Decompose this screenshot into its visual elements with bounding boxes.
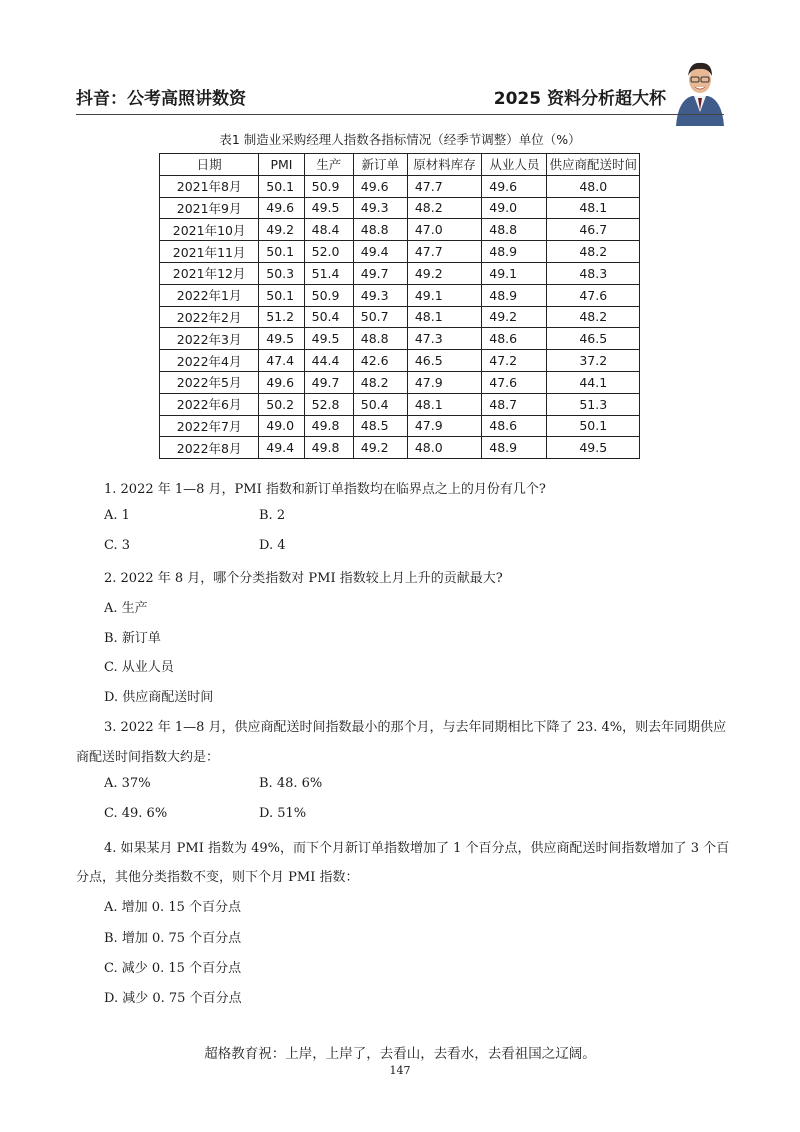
q2-option-a: A. 生产 [104,601,148,616]
value-cell: 49.6 [259,197,304,219]
value-cell: 47.7 [407,241,481,263]
value-cell: 49.0 [259,415,304,437]
footer-slogan: 超格教育祝：上岸，上岸了，去看山，去看水，去看祖国之辽阔。 [204,1046,596,1062]
value-cell: 49.8 [304,415,353,437]
question-2-text: 2. 2022 年 8 月，哪个分类指数对 PMI 指数较上月上升的贡献最大? [104,571,503,586]
q4-option-b: B. 增加 0. 75 个百分点 [104,931,242,946]
value-cell: 49.5 [304,197,353,219]
q3-option-b: B. 48. 6% [259,776,323,791]
value-cell: 47.6 [482,371,547,393]
value-cell: 49.6 [353,175,407,197]
value-cell: 48.2 [407,197,481,219]
question-3-text-line2: 商配送时间指数大约是： [76,750,220,765]
col-header: 供应商配送时间 [547,154,640,176]
date-cell: 2022年7月 [160,415,259,437]
value-cell: 47.9 [407,371,481,393]
page-number: 147 [389,1064,411,1077]
table-row [160,219,640,241]
value-cell: 47.6 [547,284,640,306]
q3-option-a: A. 37% [104,776,151,791]
value-cell: 48.8 [482,219,547,241]
table-row [160,197,640,219]
table-row [160,262,640,284]
table-row [160,284,640,306]
table-row [160,328,640,350]
table-row [160,350,640,372]
table-row [160,371,640,393]
q4-option-d: D. 减少 0. 75 个百分点 [104,991,242,1006]
value-cell: 49.6 [259,371,304,393]
value-cell: 49.3 [353,284,407,306]
value-cell: 50.1 [259,284,304,306]
page-header [76,80,728,114]
col-header: 新订单 [353,154,407,176]
value-cell: 50.1 [259,175,304,197]
value-cell: 47.0 [407,219,481,241]
value-cell: 47.7 [407,175,481,197]
date-cell: 2021年11月 [160,241,259,263]
q1-option-c: C. 3 [104,538,131,553]
value-cell: 44.1 [547,371,640,393]
table-row [160,437,640,459]
value-cell: 48.4 [304,219,353,241]
value-cell: 48.1 [407,393,481,415]
value-cell: 51.2 [259,306,304,328]
col-header: 原材料库存 [407,154,481,176]
date-cell: 2022年2月 [160,306,259,328]
value-cell: 49.8 [304,437,353,459]
table-row [160,306,640,328]
value-cell: 49.1 [482,262,547,284]
pmi-table [159,153,640,459]
table-row [160,415,640,437]
value-cell: 48.6 [482,415,547,437]
q3-option-d: D. 51% [259,806,307,821]
value-cell: 48.1 [407,306,481,328]
value-cell: 49.5 [304,328,353,350]
value-cell: 50.3 [259,262,304,284]
header-divider [76,114,724,115]
table-title: 表1 制造业采购经理人指数各指标情况（经季节调整）单位（%） [219,132,581,147]
value-cell: 47.9 [407,415,481,437]
q2-option-c: C. 从业人员 [104,660,174,675]
table-row [160,175,640,197]
value-cell: 48.7 [482,393,547,415]
date-cell: 2022年6月 [160,393,259,415]
value-cell: 48.2 [547,306,640,328]
table-header-row [160,154,640,176]
value-cell: 50.4 [353,393,407,415]
question-4-text-line2: 分点，其他分类指数不变，则下个月 PMI 指数： [76,870,359,885]
date-cell: 2021年10月 [160,219,259,241]
value-cell: 48.5 [353,415,407,437]
value-cell: 49.0 [482,197,547,219]
value-cell: 47.4 [259,350,304,372]
value-cell: 49.4 [259,437,304,459]
value-cell: 49.4 [353,241,407,263]
table-row [160,241,640,263]
value-cell: 44.4 [304,350,353,372]
value-cell: 48.9 [482,241,547,263]
value-cell: 47.3 [407,328,481,350]
value-cell: 49.7 [353,262,407,284]
value-cell: 50.9 [304,284,353,306]
value-cell: 49.5 [547,437,640,459]
col-header: 从业人员 [482,154,547,176]
value-cell: 46.5 [407,350,481,372]
value-cell: 50.2 [259,393,304,415]
value-cell: 49.5 [259,328,304,350]
date-cell: 2021年8月 [160,175,259,197]
value-cell: 50.1 [259,241,304,263]
col-header: 日期 [160,154,259,176]
value-cell: 49.2 [353,437,407,459]
question-1-text: 1. 2022 年 1—8 月，PMI 指数和新订单指数均在临界点之上的月份有几个? [104,482,546,497]
value-cell: 50.7 [353,306,407,328]
q4-option-c: C. 减少 0. 15 个百分点 [104,961,242,976]
value-cell: 42.6 [353,350,407,372]
value-cell: 48.8 [353,219,407,241]
value-cell: 48.0 [547,175,640,197]
value-cell: 48.1 [547,197,640,219]
value-cell: 50.9 [304,175,353,197]
q2-option-b: B. 新订单 [104,631,161,646]
value-cell: 49.2 [259,219,304,241]
value-cell: 52.8 [304,393,353,415]
header-left-text: 抖音：公考高照讲数资 [76,89,246,109]
value-cell: 52.0 [304,241,353,263]
value-cell: 49.7 [304,371,353,393]
date-cell: 2021年9月 [160,197,259,219]
value-cell: 46.5 [547,328,640,350]
value-cell: 49.2 [482,306,547,328]
q1-option-a: A. 1 [104,508,130,523]
value-cell: 37.2 [547,350,640,372]
date-cell: 2022年1月 [160,284,259,306]
q1-option-b: B. 2 [259,508,286,523]
value-cell: 49.2 [407,262,481,284]
header-right-text: 2025 资料分析超大杯 [493,89,666,109]
value-cell: 50.4 [304,306,353,328]
value-cell: 48.6 [482,328,547,350]
table-row [160,393,640,415]
q3-option-c: C. 49. 6% [104,806,168,821]
date-cell: 2022年3月 [160,328,259,350]
value-cell: 47.2 [482,350,547,372]
value-cell: 49.1 [407,284,481,306]
col-header: 生产 [304,154,353,176]
value-cell: 48.2 [547,241,640,263]
value-cell: 48.9 [482,284,547,306]
date-cell: 2022年4月 [160,350,259,372]
date-cell: 2022年8月 [160,437,259,459]
value-cell: 48.8 [353,328,407,350]
date-cell: 2022年5月 [160,371,259,393]
q1-option-d: D. 4 [259,538,286,553]
value-cell: 49.3 [353,197,407,219]
value-cell: 50.1 [547,415,640,437]
value-cell: 48.2 [353,371,407,393]
date-cell: 2021年12月 [160,262,259,284]
value-cell: 48.3 [547,262,640,284]
value-cell: 49.6 [482,175,547,197]
q2-option-d: D. 供应商配送时间 [104,690,214,705]
value-cell: 48.9 [482,437,547,459]
col-header: PMI [259,154,304,176]
question-3-text-line1: 3. 2022 年 1—8 月，供应商配送时间指数最小的那个月，与去年同期相比下降了 23. 4%，则去年同期供应 [104,720,727,735]
q4-option-a: A. 增加 0. 15 个百分点 [104,900,241,915]
value-cell: 51.3 [547,393,640,415]
value-cell: 48.0 [407,437,481,459]
value-cell: 46.7 [547,219,640,241]
value-cell: 51.4 [304,262,353,284]
question-4-text-line1: 4. 如果某月 PMI 指数为 49%，而下个月新订单指数增加了 1 个百分点，供应商配送时间指数增加了 3 个百 [104,841,730,856]
